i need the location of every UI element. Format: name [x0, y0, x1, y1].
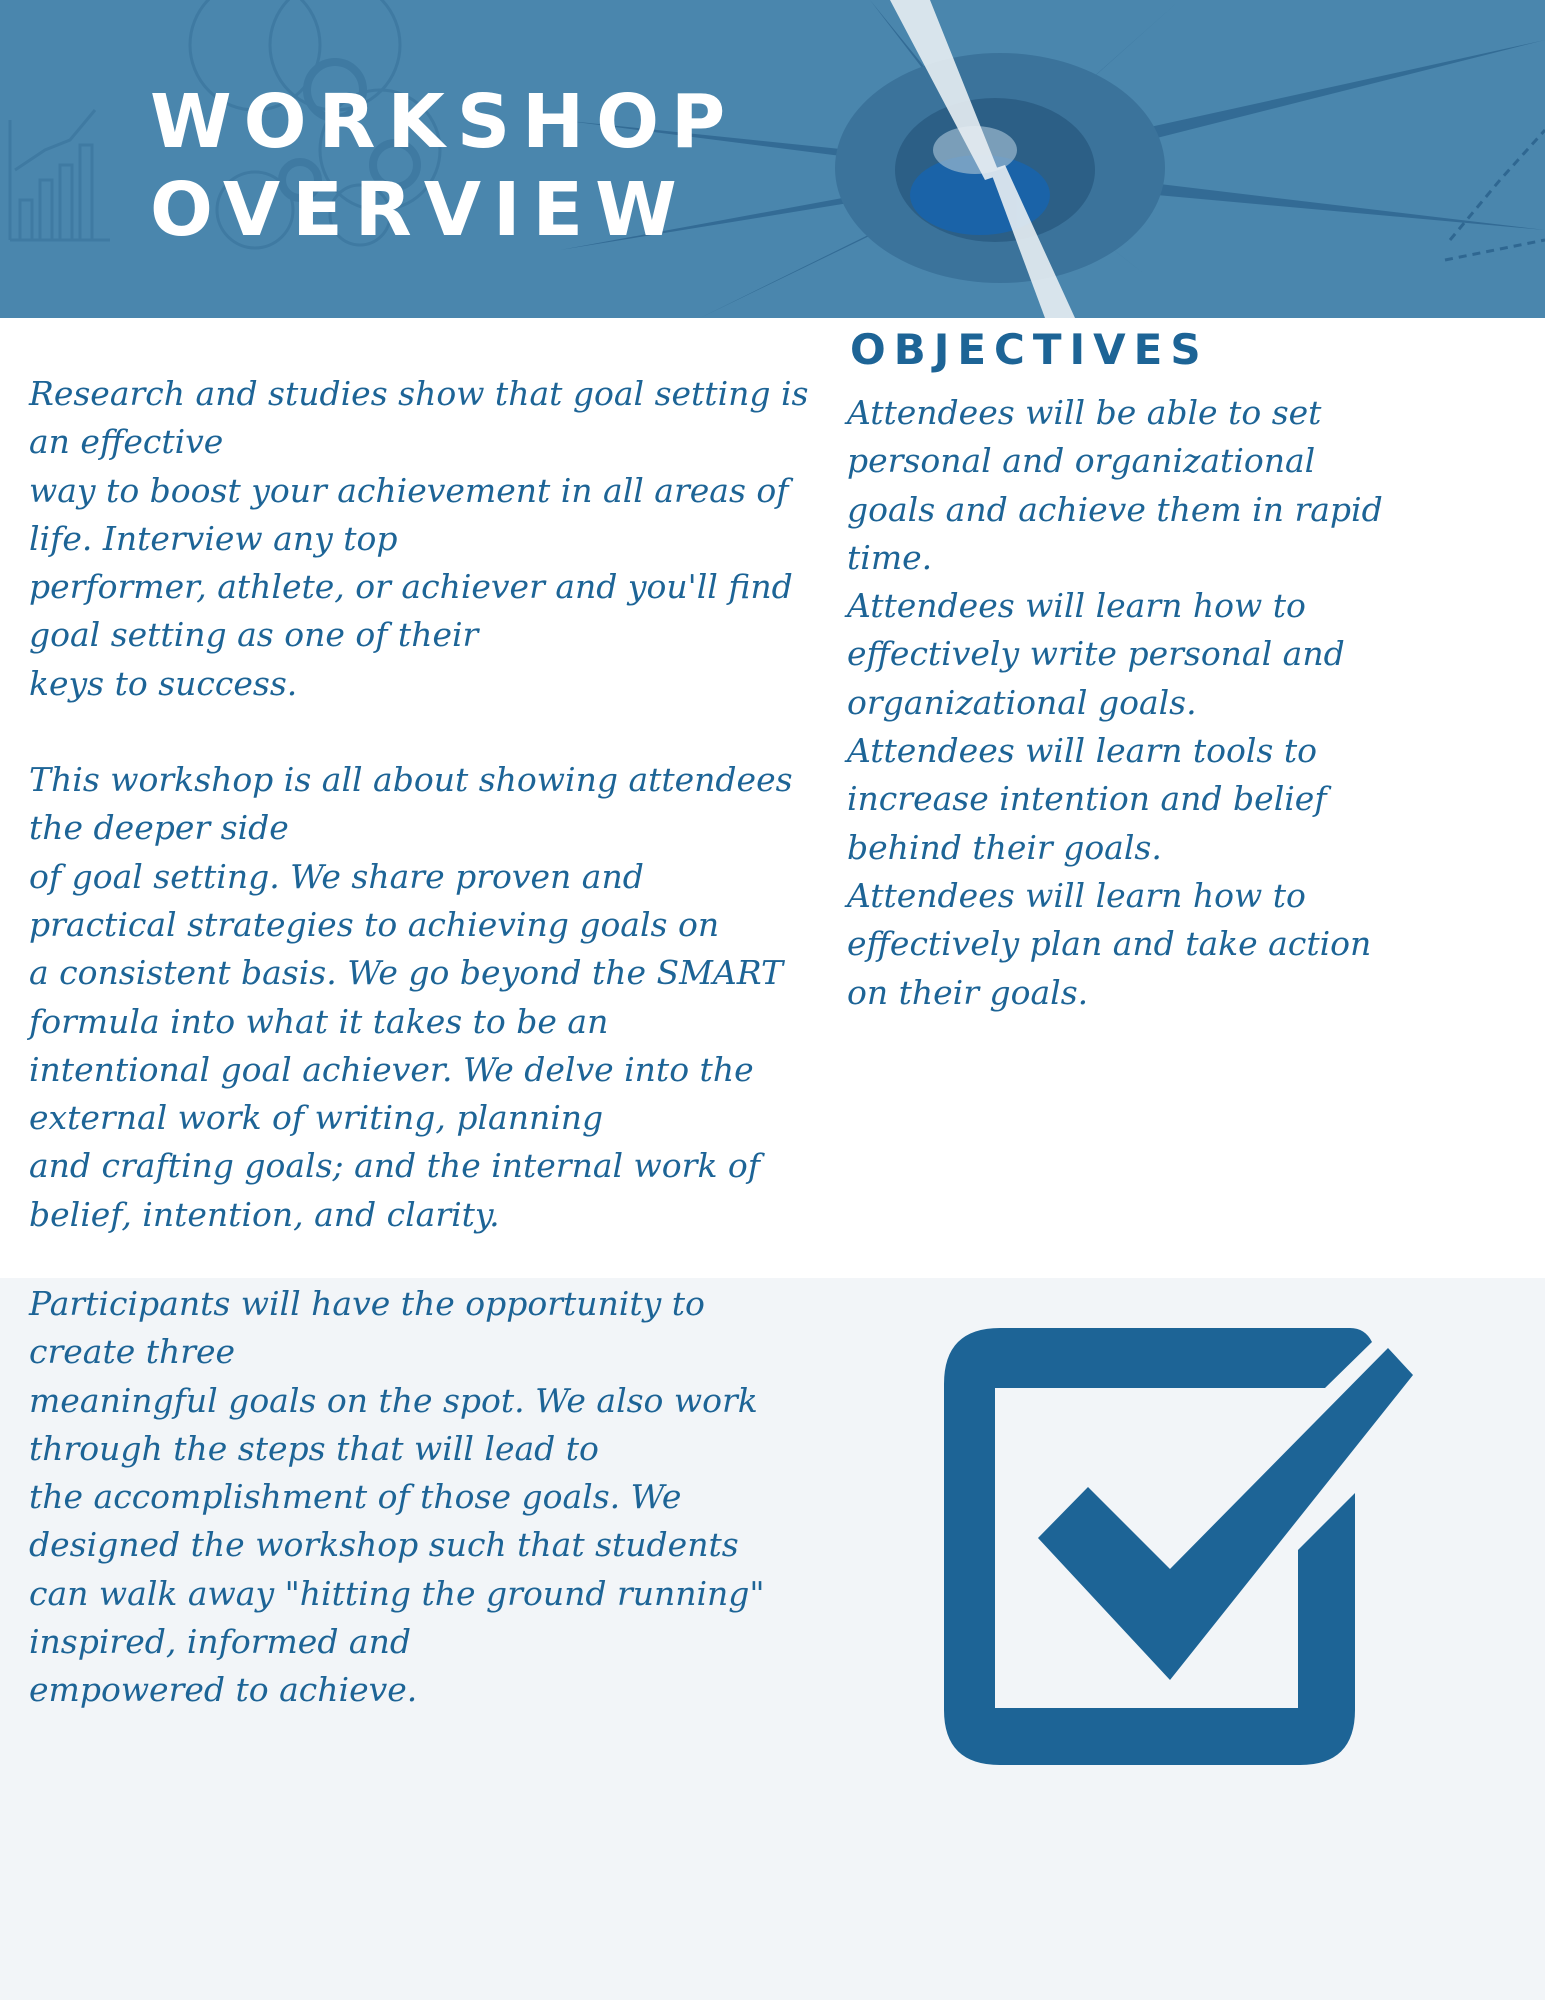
paragraph-gap — [29, 708, 819, 756]
participants-line: can walk away "hitting the ground running" — [29, 1573, 765, 1613]
intro-line: belief, intention, and clarity. — [29, 1194, 500, 1234]
intro-line: external work of writing, planning — [29, 1098, 604, 1138]
objective-line: Attendees will be able to set — [847, 393, 1322, 432]
intro-line: goal setting as one of their — [29, 615, 479, 655]
objective-line: time. — [847, 537, 933, 577]
intro-line: This workshop is all about showing attendees — [29, 760, 793, 800]
intro-line: and crafting goals; and the internal work of — [29, 1146, 761, 1186]
intro-line: Research and studies show that goal setting is — [29, 374, 809, 413]
objective-line: personal and organizational — [847, 441, 1316, 481]
participants-text — [29, 1280, 819, 1715]
objective-line: goals and achieve them in rapid — [847, 489, 1383, 529]
objective-line: behind their goals. — [847, 827, 1162, 867]
objective-line: Attendees will learn how to — [847, 875, 1306, 915]
participants-line: empowered to achieve. — [29, 1670, 418, 1710]
objective-line: Attendees will learn tools to — [847, 731, 1317, 771]
objectives-list — [847, 389, 1447, 1017]
intro-line: a consistent basis. We go beyond the SMART — [29, 953, 783, 993]
intro-line: an effective — [29, 422, 224, 462]
participants-line: through the steps that will lead to — [29, 1428, 599, 1468]
intro-line: intentional goal achiever. We delve into the — [29, 1049, 754, 1089]
participants-line: create three — [29, 1332, 236, 1372]
objective-line: increase intention and belief — [847, 779, 1327, 819]
title-line-2: OVERVIEW — [150, 167, 689, 253]
page-title — [150, 78, 737, 254]
participants-line: inspired, informed and — [29, 1622, 411, 1662]
intro-line: life. Interview any top — [29, 518, 398, 558]
intro-line: keys to success. — [29, 663, 298, 703]
objective-line: on their goals. — [847, 972, 1089, 1012]
intro-line: of goal setting. We share proven and — [29, 856, 644, 896]
participants-line: designed the workshop such that students — [29, 1525, 739, 1565]
intro-text — [29, 370, 819, 1239]
intro-line: the deeper side — [29, 808, 289, 848]
objectives-heading: OBJECTIVES — [850, 325, 1209, 374]
participants-line: meaningful goals on the spot. We also work — [29, 1380, 758, 1420]
participants-line: Participants will have the opportunity to — [29, 1284, 705, 1323]
objective-line: organizational goals. — [847, 682, 1197, 722]
objective-line: effectively write personal and — [847, 634, 1345, 674]
participants-line: the accomplishment of those goals. We — [29, 1477, 682, 1517]
title-line-1: WORKSHOP — [150, 79, 738, 165]
intro-line: practical strategies to achieving goals on — [29, 904, 720, 944]
intro-line: formula into what it takes to be an — [29, 1001, 609, 1041]
intro-line: way to boost your achievement in all areas of — [29, 470, 789, 510]
checkbox-checked-icon — [940, 1320, 1420, 1780]
objective-line: Attendees will learn how to — [847, 586, 1306, 626]
header-banner — [0, 0, 1545, 318]
intro-line: performer, athlete, or achiever and you'll find — [29, 567, 793, 607]
objective-line: effectively plan and take action — [847, 924, 1372, 964]
